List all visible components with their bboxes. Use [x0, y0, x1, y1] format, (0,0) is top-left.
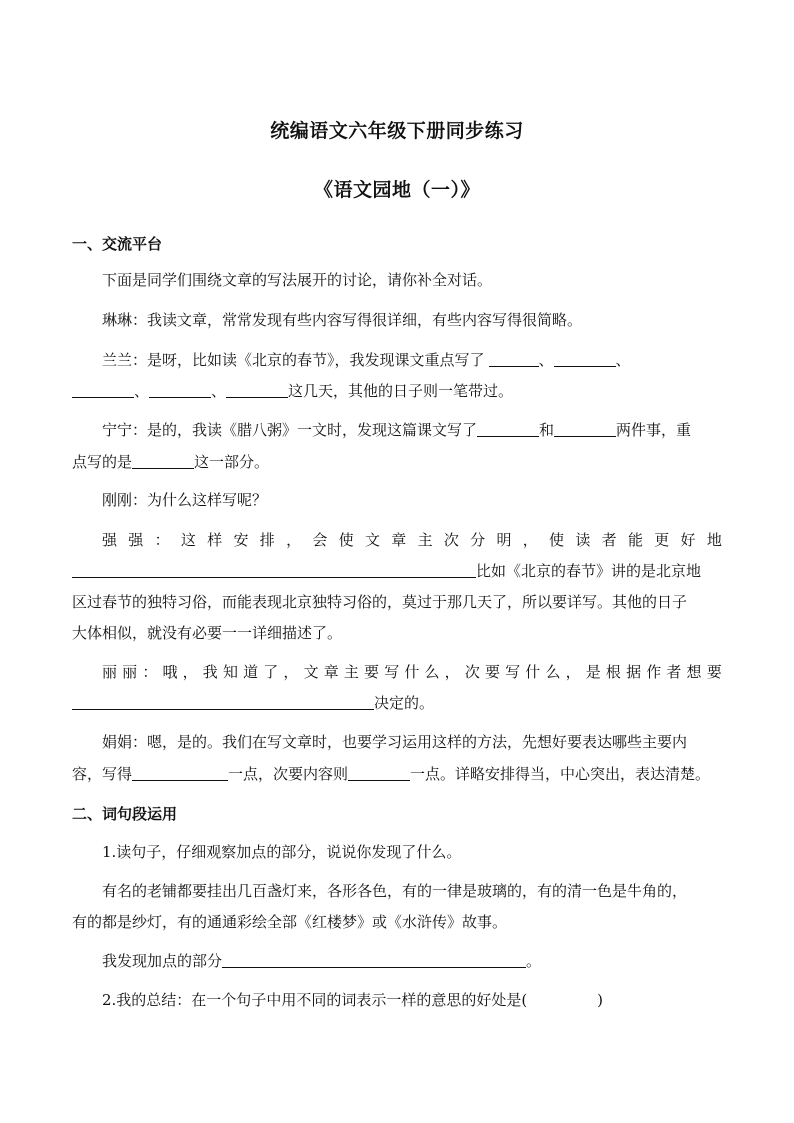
char: 要 — [706, 663, 722, 681]
ningning-line-1 — [102, 420, 722, 440]
char: ， — [522, 531, 538, 549]
char: 道 — [243, 663, 259, 681]
char: 明 — [496, 531, 512, 549]
char: 写 — [384, 663, 400, 681]
page-subtitle: 《语文园地（一）》 — [313, 179, 480, 201]
discover-line — [102, 951, 722, 971]
juanjuan-text-c: 一点，次要内容则 — [228, 765, 349, 783]
question-2 — [102, 990, 722, 1010]
char: 强 — [102, 531, 118, 549]
juanjuan-line-1: 娟娟：嗯，是的。我们在写文章时，也要学习运用这样的方法，先想好要表达哪些主要内 — [102, 733, 688, 751]
char: 会 — [312, 531, 328, 549]
qiangqiang-line-2 — [72, 561, 722, 581]
char: 要 — [364, 663, 380, 681]
char: 次 — [464, 663, 480, 681]
char: 能 — [627, 531, 643, 549]
answer-blank[interactable] — [72, 383, 134, 398]
char: 丽 — [102, 663, 118, 681]
answer-blank[interactable] — [149, 383, 211, 398]
answer-blank[interactable] — [477, 422, 539, 437]
page-title: 统编语文六年级下册同步练习 — [270, 120, 524, 142]
char: 主 — [417, 531, 433, 549]
char: 这 — [180, 531, 196, 549]
ningning-tail-2: 这一部分。 — [194, 453, 270, 471]
char: 哦 — [162, 663, 178, 681]
char: 主 — [343, 663, 359, 681]
char: 地 — [706, 531, 722, 549]
char: 使 — [338, 531, 354, 549]
answer-blank[interactable] — [72, 563, 476, 578]
char: ， — [565, 663, 581, 681]
answer-blank[interactable] — [222, 953, 526, 968]
char: 什 — [525, 663, 541, 681]
char: 么 — [424, 663, 440, 681]
ningning-text-2: 点写的是 — [72, 453, 133, 471]
period: 。 — [526, 952, 542, 970]
char: 是 — [585, 663, 601, 681]
intro-line: 下面是同学们围绕文章的写法展开的讨论，请你补全对话。 — [102, 271, 493, 289]
lanlan-text: 兰兰：是呀，比如读《北京的春节》，我发现课文重点写了 — [102, 351, 485, 369]
question-2-text: 2.我的总结：在一个句子中用不同的词表示一样的意思的好处是( — [102, 991, 528, 1009]
char: 文 — [303, 663, 319, 681]
char: 想 — [686, 663, 702, 681]
char: 分 — [470, 531, 486, 549]
lili-line-1 — [102, 662, 722, 682]
linlin-line: 琳琳：我读文章，常常发现有些内容写得很详细，有些内容写得很简略。 — [102, 311, 583, 329]
answer-blank[interactable] — [226, 383, 288, 398]
char: 样 — [207, 531, 223, 549]
answer-blank[interactable] — [489, 352, 539, 367]
char: 强 — [128, 531, 144, 549]
and-text: 和 — [539, 421, 555, 439]
juanjuan-text-b: 容，写得 — [72, 765, 133, 783]
qiangqiang-line-4: 大体相似，就没有必要一一详细描述了。 — [72, 624, 343, 642]
char: ， — [283, 663, 299, 681]
char: 根 — [605, 663, 621, 681]
char: 知 — [222, 663, 238, 681]
separator: 、 — [538, 351, 554, 369]
char: 好 — [680, 531, 696, 549]
qiangqiang-line-1 — [102, 530, 722, 550]
section-heading-exchange: 一、交流平台 — [72, 235, 163, 253]
ningning-text: 宁宁：是的，我读《腊八粥》一文时，发现这篇课文写了 — [102, 421, 478, 439]
char: ： — [142, 663, 158, 681]
question-1: 1.读句子，仔细观察加点的部分，说说你发现了什么。 — [102, 843, 462, 861]
char: 章 — [391, 531, 407, 549]
discover-text: 我发现加点的部分 — [102, 952, 223, 970]
char: ， — [444, 663, 460, 681]
qiangqiang-line-3: 区过春节的独特习俗，而能表现北京独特习俗的，莫过于那几天了，所以要详写。其他的日子 — [72, 593, 688, 611]
char: 写 — [505, 663, 521, 681]
close-paren: ) — [597, 991, 604, 1009]
char: 文 — [364, 531, 380, 549]
char: 者 — [601, 531, 617, 549]
lanlan-tail: 这几天，其他的日子则一笔带过。 — [288, 382, 514, 400]
char: 什 — [404, 663, 420, 681]
passage-line-1: 有名的老铺都要挂出几百盏灯来，各形各色，有的一律是玻璃的，有的清一色是牛角的， — [102, 882, 688, 900]
char: 作 — [646, 663, 662, 681]
char: 了 — [263, 663, 279, 681]
answer-blank[interactable] — [132, 766, 228, 781]
qiangqiang-text-2: 比如《北京的春节》讲的是北京地 — [476, 562, 702, 580]
char: ： — [154, 531, 170, 549]
char: 我 — [202, 663, 218, 681]
char: 丽 — [122, 663, 138, 681]
ningning-tail: 两件事，重 — [616, 421, 692, 439]
lanlan-line-1 — [102, 350, 722, 370]
answer-blank[interactable] — [554, 352, 616, 367]
juanjuan-line-2 — [72, 764, 722, 784]
lili-line-2 — [72, 693, 722, 713]
char: 者 — [666, 663, 682, 681]
ningning-line-2 — [72, 452, 722, 472]
char: 章 — [323, 663, 339, 681]
char: 要 — [484, 663, 500, 681]
separator: 、 — [211, 382, 227, 400]
char: 排 — [259, 531, 275, 549]
char: 么 — [545, 663, 561, 681]
char: 次 — [443, 531, 459, 549]
lanlan-line-2 — [72, 381, 722, 401]
answer-blank[interactable] — [132, 454, 194, 469]
char: 使 — [549, 531, 565, 549]
char: 读 — [575, 531, 591, 549]
char: ， — [182, 663, 198, 681]
char: 更 — [654, 531, 670, 549]
answer-blank[interactable] — [554, 422, 616, 437]
separator: 、 — [134, 382, 150, 400]
char: ， — [286, 531, 302, 549]
separator: 、 — [615, 351, 631, 369]
answer-blank[interactable] — [72, 695, 374, 710]
section-heading-usage: 二、词句段运用 — [72, 805, 178, 823]
ganggang-line: 刚刚：为什么这样写呢？ — [102, 491, 268, 509]
answer-blank[interactable] — [348, 766, 410, 781]
lili-tail: 决定的。 — [374, 694, 435, 712]
char: 安 — [233, 531, 249, 549]
char: 据 — [626, 663, 642, 681]
passage-line-2: 有的都是纱灯，有的通通彩绘全部《红楼梦》或《水浒传》故事。 — [72, 913, 508, 931]
juanjuan-text-d: 一点。详略安排得当，中心突出，表达清楚。 — [410, 765, 711, 783]
